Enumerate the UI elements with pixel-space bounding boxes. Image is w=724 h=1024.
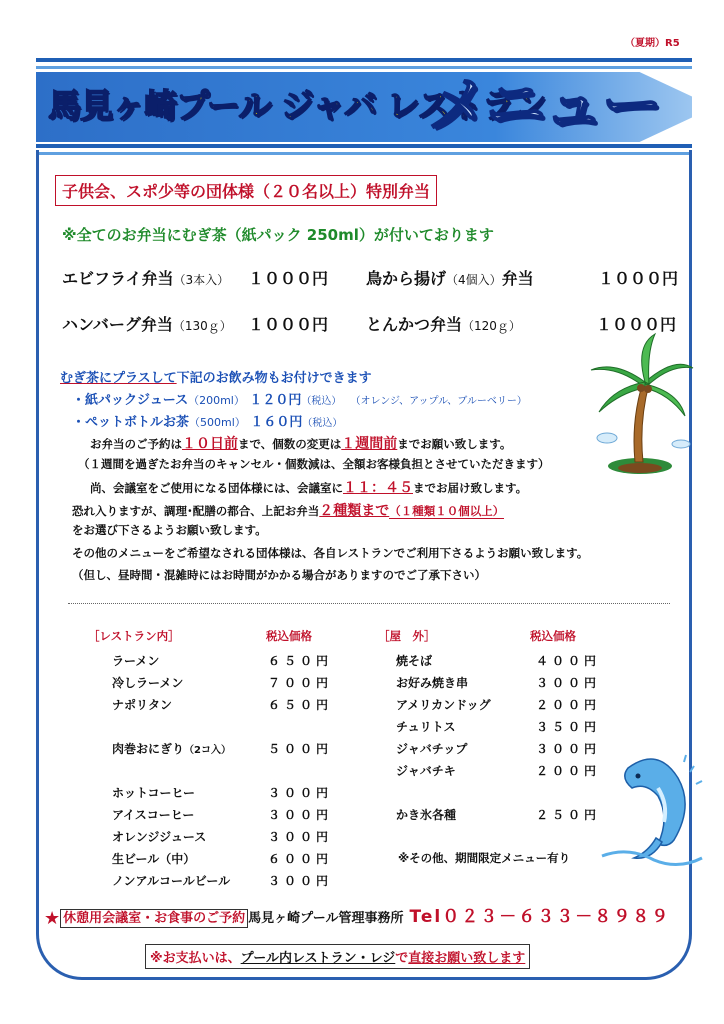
- menu-price: ２００円: [536, 698, 601, 712]
- menu-price: ３００円: [536, 676, 601, 690]
- drink-tax: （税込）: [302, 418, 343, 429]
- bento-name: 鳥から揚げ: [366, 269, 447, 288]
- menu-price: ２００円: [536, 764, 601, 778]
- drink-size: （500ml）: [189, 416, 246, 429]
- season-label: （夏期）R5: [625, 38, 680, 49]
- bento-detail: （130ｇ）: [172, 319, 232, 333]
- drinks-heading: [60, 367, 372, 386]
- payment-text: ※お支払いは、: [150, 951, 241, 966]
- payment-note: [145, 944, 530, 969]
- menu-item: ジャバチキ: [396, 764, 456, 778]
- bento-detail: （120ｇ）: [462, 319, 521, 333]
- bento-name: とんかつ弁当: [366, 315, 463, 334]
- bento-price: １０００円: [598, 269, 679, 288]
- drink-flavors: （オレンジ、アップル、ブルーベリー）: [350, 396, 527, 407]
- menu-price: ３００円: [268, 874, 333, 888]
- menu-item: ジャバチップ: [396, 742, 468, 756]
- note-highlight: ２種類まで: [319, 503, 390, 519]
- page-title-menu: メニュー: [428, 71, 660, 141]
- busy-note: （但し、昼時間・混雑時にはお時間がかかる場合がありますのでご了承下さい）: [72, 568, 486, 582]
- menu-item: オレンジジュース: [112, 830, 207, 844]
- payment-text: で: [395, 951, 409, 966]
- phone-number[interactable]: Tel０２３－６３３－８９８９: [409, 907, 671, 927]
- bento-detail: （3本入）: [173, 273, 230, 287]
- drink-juice: [72, 389, 527, 408]
- star-icon: ★: [44, 908, 61, 929]
- reservation-label: 休憩用会議室・お食事のご予約: [60, 909, 248, 928]
- bento-name: エビフライ弁当: [62, 269, 174, 288]
- note-text: までお届け致します。: [413, 481, 528, 495]
- drink-name: ・紙パックジュース: [72, 393, 189, 408]
- outdoor-price-heading: 税込価格: [530, 629, 576, 643]
- header-banner: [36, 56, 692, 164]
- drink-size: （200ml）: [188, 394, 245, 407]
- bento-item-tonkatsu: [366, 312, 521, 335]
- restaurant-heading: ［レストラン内］: [88, 629, 180, 643]
- menu-price: ６５０円: [268, 698, 333, 712]
- bento-price: １０００円: [248, 269, 329, 288]
- menu-price: ７００円: [268, 676, 333, 690]
- drink-price: １２０円: [249, 393, 302, 408]
- cancel-note: （１週間を過ぎたお弁当のキャンセル・個数減は、全額お客様負担とさせていただきます）: [78, 457, 550, 471]
- menu-item-detail: （2コ入）: [184, 745, 231, 756]
- menu-price: ６００円: [268, 852, 333, 866]
- note-text: 尚、会議室をご使用になる団体様には、会議室に: [90, 481, 343, 495]
- bento-name-suffix: 弁当: [501, 269, 534, 288]
- divider: [68, 603, 670, 604]
- note-text: お弁当のご予約は: [90, 437, 182, 451]
- menu-item: 冷しラーメン: [112, 676, 184, 690]
- bento-detail: （4個入）: [446, 273, 502, 287]
- menu-price: ２５０円: [536, 808, 601, 822]
- menu-item: チュリトス: [396, 720, 456, 734]
- menu-price: ３００円: [268, 786, 333, 800]
- bento-name: ハンバーグ弁当: [62, 315, 173, 334]
- note-highlight: １０日前: [182, 436, 238, 452]
- menu-item: お好み焼き串: [396, 676, 469, 690]
- menu-price: ５００円: [268, 742, 333, 756]
- other-menu-note: その他のメニューをご希望なされる団体様は、各自レストランでご利用下さるようお願い致します。: [72, 546, 589, 560]
- drinks-heading-rest: 下記のお飲み物もお付けできます: [176, 371, 372, 386]
- menu-item: アメリカンドッグ: [396, 698, 491, 712]
- menu-price: ３００円: [268, 830, 333, 844]
- bento-price: １０００円: [596, 315, 677, 334]
- menu-price: ４００円: [536, 654, 601, 668]
- menu-item: 焼そば: [396, 654, 433, 668]
- menu-item: [112, 740, 231, 757]
- reservation-note: [90, 433, 511, 453]
- note-text: まで、個数の変更は: [238, 437, 342, 451]
- drinks-heading-underlined: むぎ茶にプラスして: [60, 371, 177, 386]
- note-text: までお願い致します。: [397, 437, 512, 451]
- menu-item: かき氷各種: [396, 808, 457, 822]
- menu-price: ３００円: [268, 808, 333, 822]
- note-highlight: （１種類１０個以上）: [389, 504, 505, 518]
- contact-line: [44, 902, 670, 929]
- menu-item-name: 肉巻おにぎり: [112, 742, 185, 756]
- bento-price: １０００円: [248, 315, 329, 334]
- note-highlight: １１：４５: [343, 480, 413, 496]
- menu-item: アイスコーヒー: [112, 808, 195, 822]
- dolphin-icon: [598, 748, 708, 868]
- selection-note: [72, 500, 504, 520]
- menu-item: ナポリタン: [112, 698, 173, 712]
- page-title: 馬見ヶ崎プール ジャバ レストラン: [48, 86, 546, 125]
- menu-price: ３５０円: [536, 720, 601, 734]
- menu-item: ラーメン: [112, 654, 160, 668]
- outdoor-heading: ［屋 外］: [378, 629, 436, 643]
- office-name: 馬見ヶ崎プール管理事務所: [248, 911, 404, 926]
- note-highlight: １週間前: [341, 436, 398, 452]
- menu-item: 生ビール（中）: [112, 852, 196, 866]
- payment-place: プール内レストラン・レジ: [240, 951, 396, 966]
- tea-note: ※全てのお弁当にむぎ茶（紙パック 250ml）が付いております: [62, 226, 494, 244]
- banner-stripe: [36, 144, 692, 148]
- menu-item: ノンアルコールビール: [112, 874, 231, 888]
- drink-price: １６０円: [250, 415, 303, 430]
- payment-text: 直接お願い致します: [408, 951, 526, 966]
- drink-name: ・ペットボトルお茶: [72, 415, 190, 430]
- palm-tree-icon: [585, 330, 695, 480]
- bento-item-hamburg: [62, 312, 232, 335]
- drink-tea: [72, 411, 342, 430]
- drink-tax: （税込）: [301, 396, 342, 407]
- group-bento-heading: 子供会、スポ少等の団体様（２０名以上）特別弁当: [55, 175, 437, 206]
- note-text: 恐れ入りますが、調理･配膳の都合、上記お弁当: [72, 504, 320, 518]
- menu-item: ホットコーヒー: [112, 786, 196, 800]
- selection-note-2: をお選び下さるようお願い致します。: [72, 523, 267, 537]
- restaurant-price-heading: 税込価格: [266, 629, 312, 643]
- menu-price: ３００円: [536, 742, 601, 756]
- delivery-note: [90, 477, 527, 497]
- menu-price: ６５０円: [268, 654, 333, 668]
- bento-item-karaage: [366, 266, 534, 289]
- limited-menu-note: ※その他、期間限定メニュー有り: [398, 851, 571, 865]
- bento-item-ebi: [62, 266, 229, 289]
